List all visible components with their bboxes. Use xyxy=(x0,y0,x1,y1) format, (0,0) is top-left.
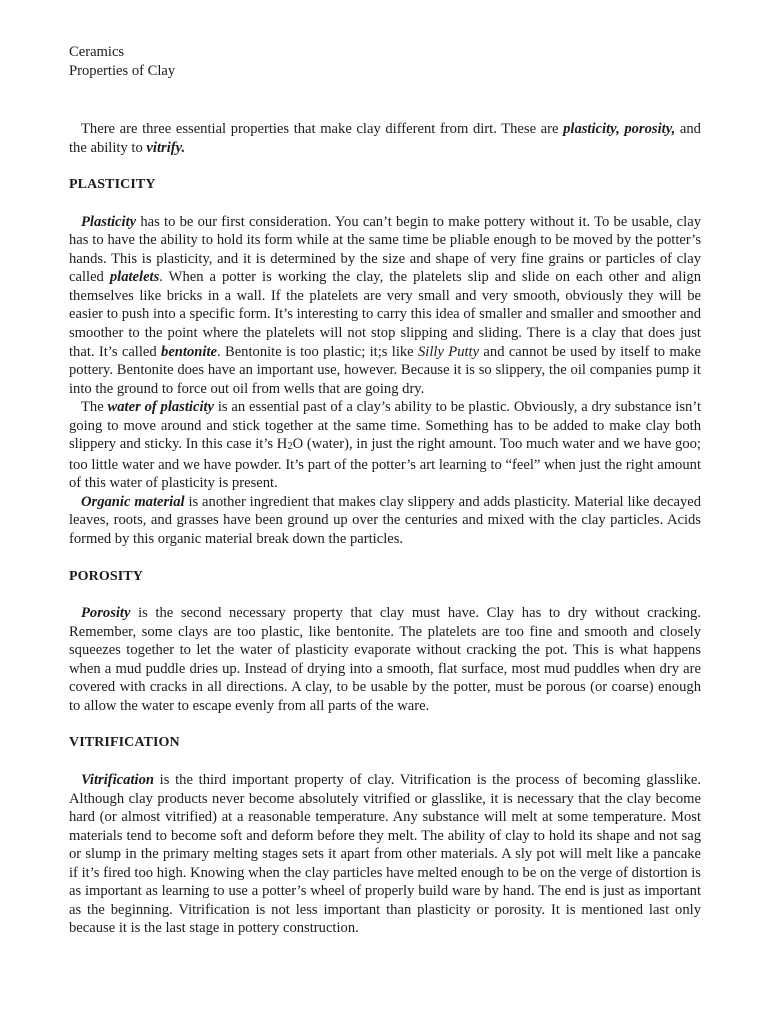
paragraph-text: has to be our first consideration. You can’t begin to make pottery without it. To be usable, clay has to have the ability to hold its form while at the same time be pliable enough to be moved by the potter’s hands. This is plasticity, and it is determined by the size and shape of very fine grains or particles of clay called xyxy=(69,213,701,286)
term-water-of-plasticity: water of plasticity xyxy=(107,399,215,416)
paragraph-text: is another ingredient that makes clay slippery and adds plasticity. Material like decayed leaves, roots, and grasses have been ground up over the centuries and mixed with the clay particles. Acids formed by this organic material break down the particles. xyxy=(69,493,702,548)
paragraph-text: The xyxy=(81,399,108,416)
section-heading-plasticity: PLASTICITY xyxy=(69,177,156,193)
intro-text-2: and the ability to xyxy=(69,121,701,156)
document-title: Properties of Clay xyxy=(69,62,176,79)
porosity-paragraph xyxy=(69,604,701,715)
paragraph-text: O (water), in just the right amount. Too much water and we have goo; too little water and we have powder. It’s part of the potter’s art learning to “feel” when just the right amount of this water of plasticity is present. xyxy=(69,436,701,492)
plasticity-paragraph-3 xyxy=(69,493,701,549)
section-heading-vitrification: VITRIFICATION xyxy=(69,735,180,751)
term-vitrification: Vitrification xyxy=(81,771,154,788)
term-platelets: platelets xyxy=(109,269,160,286)
term-plasticity: Plasticity xyxy=(81,213,137,230)
intro-paragraph xyxy=(69,120,701,157)
paragraph-text: and cannot be used by itself to make pottery. Bentonite does have an important use, however. Because it is so slippery, the oil companies pump it into the ground to force out oil from wells that are going dry. xyxy=(69,343,701,397)
term-porosity: Porosity xyxy=(81,605,131,622)
plasticity-paragraph-2 xyxy=(69,398,701,493)
paragraph-text: is the third important property of clay. Vitrification is the process of becoming glasslike. Although clay products never become absolutely vitrified or glasslike, it is necessary that the clay become hard (or almost vitrified) at a reasonable temperature. Any substance will melt at some temperature. Most materials tend to become soft and deform before they melt. The ability of clay to hold its shape and not sag or slump in the primary melting stages sets it apart from other materials. A sly pot will melt like a pancake if it’s fired too high. Knowing when the clay particles have melted enough to be on the verge of distortion is as important as learning to use a potter’s wheel of properly build ware by hand. The end is just as important as the beginning. Vitrification is not less important than plasticity or porosity. It is mentioned last only because it is the last stage in pottery construction. xyxy=(69,771,701,937)
intro-term-vitrify: vitrify. xyxy=(146,139,186,156)
vitrification-paragraph xyxy=(69,771,701,938)
course-name: Ceramics xyxy=(69,44,125,60)
term-bentonite: bentonite xyxy=(161,343,217,360)
plasticity-paragraph-1 xyxy=(69,213,701,398)
paragraph-text: is an essential past of a clay’s ability to be plastic. Obviously, a dry substance isn’t going to move around and stick together at the same time. Something has to be added to make clay both slippery and sticky. In this case it’s H xyxy=(69,399,702,453)
section-heading-porosity: POROSITY xyxy=(69,568,143,584)
intro-terms: plasticity, porosity, xyxy=(563,121,676,138)
subscript-2: 2 xyxy=(287,441,293,453)
intro-text-1: There are three essential properties that make clay different from dirt. These are xyxy=(81,121,564,138)
paragraph-text: . When a potter is working the clay, the platelets slip and slide on each other and align themselves like bricks in a wall. If the platelets are very small and very smooth, obviously they will be easier to push into a specific form. It’s interesting to carry this idea of smaller and smaller and smoother and smoother to the point where the platelets will not stop slipping and sliding. There is a clay that does just that. It’s called xyxy=(69,269,701,360)
document-page xyxy=(69,43,701,938)
paragraph-text: is the second necessary property that clay must have. Clay has to dry without cracking. Remember, some clays are too plastic, like bentonite. The platelets are too fine and smooth and closely squeezes together to let the water of plasticity evaporate without cracking the pot. This is what happens when a mud puddle dries up. Instead of drying into a smooth, flat surface, most mud puddles when dry are covered with cracks in all directions. A clay, to be usable by the potter, must be porous (or coarse) enough to allow the water to escape evenly from all parts of the ware. xyxy=(69,605,701,714)
paragraph-text: . Bentonite is too plastic; it;s like xyxy=(216,343,418,360)
italic-silly-putty: Silly Putty xyxy=(418,343,480,360)
term-organic-material: Organic material xyxy=(81,493,185,510)
